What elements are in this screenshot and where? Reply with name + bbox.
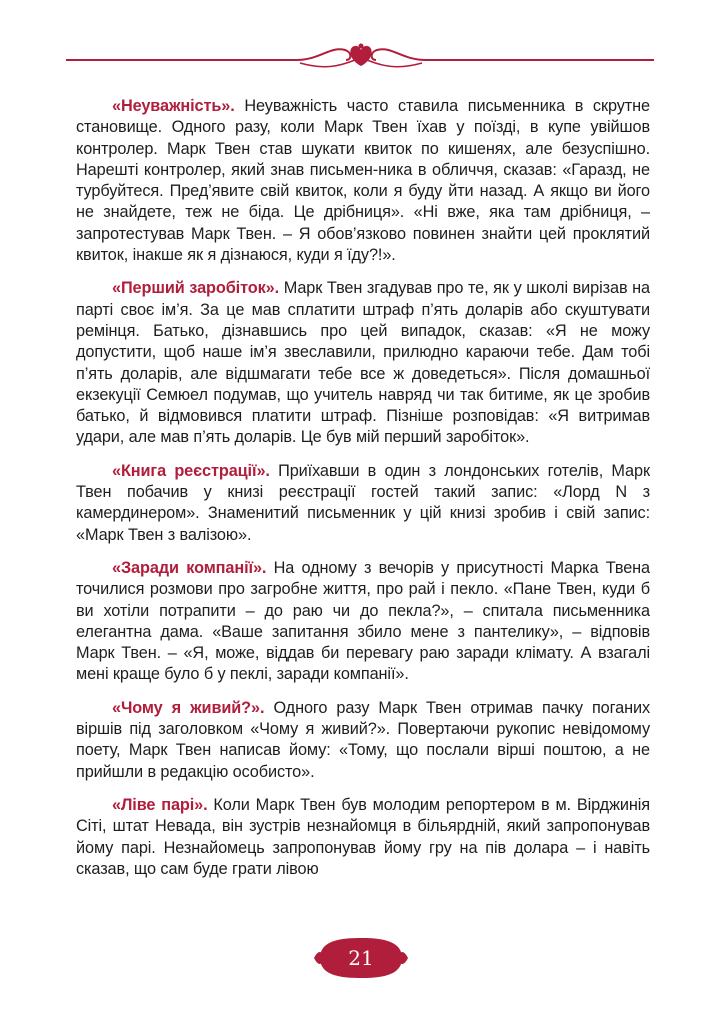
anecdote-paragraph — [76, 96, 650, 266]
anecdote-paragraph — [76, 698, 650, 783]
anecdote-title: «Ліве парі». — [112, 795, 208, 814]
anecdote-body: Коли Марк Твен був молодим репортером в м. Вірджинія Сіті, штат Невада, він зустрів незнайомця в більярдній, який запропонував йому парі. Незнайомець запропонував йому гру на пів долара – і навіть сказав, що сам буде грати лівою — [76, 795, 650, 878]
anecdote-paragraph — [76, 795, 650, 880]
header-ornament-icon — [0, 36, 722, 72]
main-text — [76, 96, 650, 892]
anecdote-title: «Чому я живий?». — [112, 698, 265, 717]
anecdote-title: «Книга реєстрації». — [112, 461, 270, 480]
anecdote-paragraph — [76, 461, 650, 546]
page-number: 21 — [348, 946, 374, 970]
anecdote-body: Приїхавши в один з лондонських готелів, Марк Твен побачив у книзі реєстрації гостей такий запис: «Лорд N з камердинером». Знаменитий письменник у цій книзі зробив і свій запис: «Марк Твен з валізою». — [76, 461, 650, 544]
anecdote-paragraph — [76, 558, 650, 686]
anecdote-title: «Неуважність». — [112, 97, 235, 115]
anecdote-body: Одного разу Марк Твен отримав пачку поганих віршів під заголовком «Чому я живий?». Повертаючи рукопис невідомому поету, Марк Твен написав йому: «Тому, що послали вірші поштою, а не прийшли в редакцію особисто». — [76, 698, 650, 781]
anecdote-title: «Перший заробіток». — [112, 279, 280, 298]
anecdote-title: «Заради компанії». — [112, 558, 267, 577]
anecdote-body: На одному з вечорів у присутності Марка Твена точилися розмови про загробне життя, про рай і пекло. «Пане Твен, куди б ви хотіли потрапити – до раю чи до пекла?», – спитала письменника елегантна дама. «Ваше запитання збило мене з пантелику», – відповів Марк Твен. – «Я, може, віддав би перевагу раю заради клімату. А взагалі мені краще було б у пеклі, заради компанії». — [76, 558, 650, 684]
anecdote-body: Марк Твен згадував про те, як у школі вирізав на парті своє ім’я. За це мав сплатити штраф п’ять доларів або скуштувати ремінця. Батько, дізнавшись про цей випадок, сказав: «Я не можу допустити, щоб наше ім’я звеславили, прилюдно караючи тебе. Дам тобі п’ять доларів, але відшмагати тебе все ж доведеться». Після домашньої екзекуції Семюел подумав, що учитель навряд чи так битиме, як це зробив батько, й відмовився платити штраф. Пізніше розповідав: «Я витримав удари, але мав п’ять доларів. Це був мій перший заробіток». — [76, 279, 651, 447]
anecdote-body: Неуважність часто ставила письменника в скрутне становище. Одного разу, коли Марк Твен їхав у поїзді, в купе увійшов контролер. Марк Твен став шукати квиток по кишенях, але безуспішно. Нарешті контролер, який знав письмен-ника в обличчя, сказав: «Гаразд, не турбуйтеся. Пред’явите свій квиток, коли я буду йти назад. А якщо ви його не знайдете, теж не біда. Це дрібниця». «Ні вже, яка там дрібниця, – запротестував Марк Твен. – Я обов’язково повинен знайти цей проклятий квиток, інакше як я дізнаюся, куди я їду?!». — [76, 97, 650, 265]
anecdote-paragraph — [76, 278, 650, 448]
